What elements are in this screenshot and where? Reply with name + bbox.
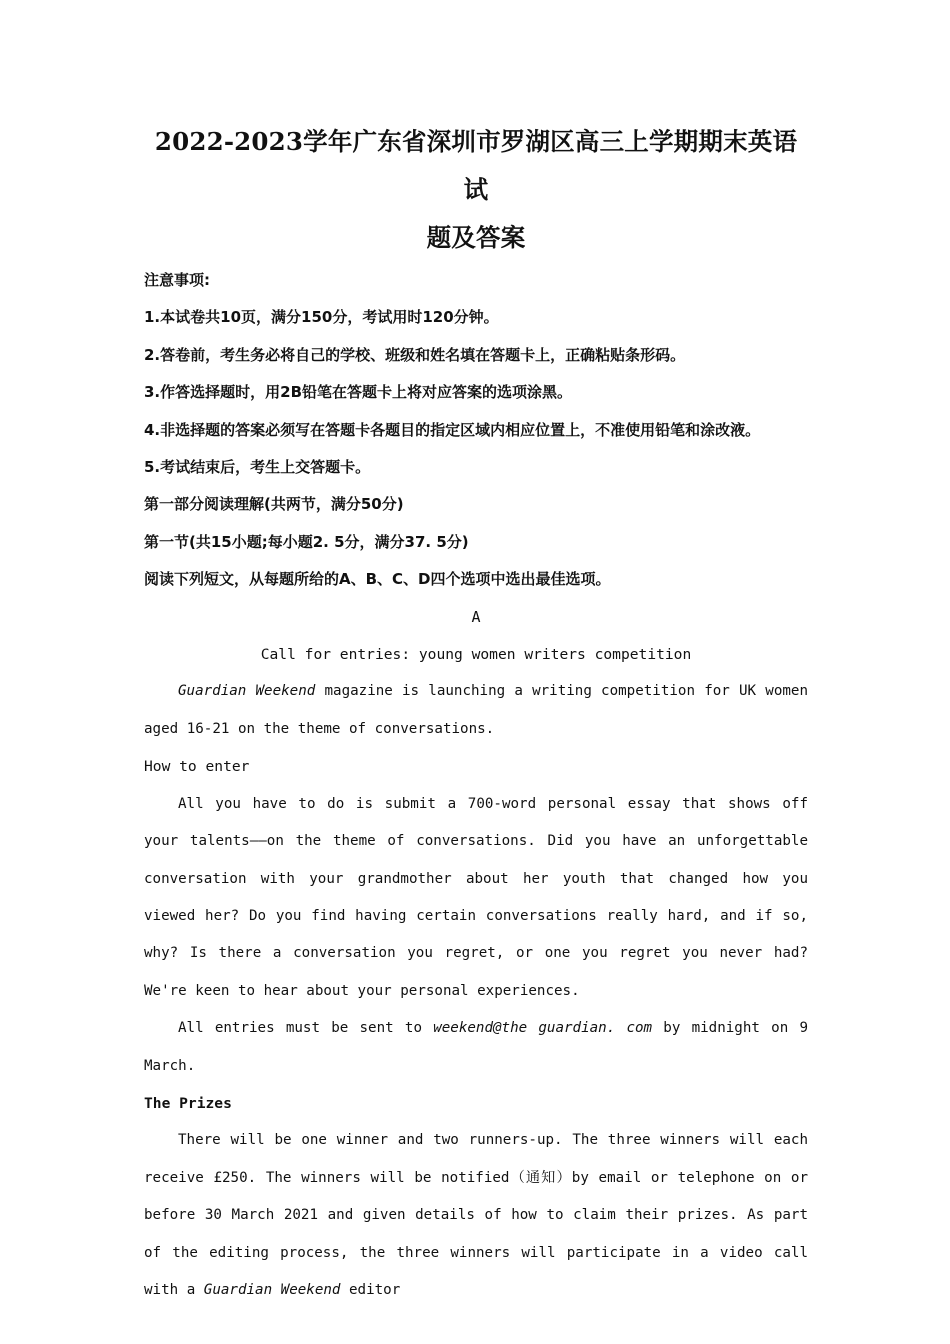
notice-item-4: 4.非选择题的答案必须写在答题卡各题目的指定区域内相应位置上，不准使用铅笔和涂改液。 [144, 420, 761, 439]
notice-item-2: 2.答卷前，考生务必将自己的学校、班级和姓名填在答题卡上，正确粘贴条形码。 [144, 345, 686, 364]
passage-letter: A [471, 607, 481, 626]
prizes-paragraph [144, 1122, 808, 1309]
notice-heading: 注意事项: [144, 271, 210, 289]
intro-paragraph [144, 673, 808, 748]
document-title-line-2: 题及答案 [426, 223, 526, 252]
entries-email: weekend@the guardian. com [433, 1020, 653, 1037]
document-page [144, 118, 808, 1309]
how-to-enter-paragraph: All you have to do is submit a 700-word personal essay that shows off your talents——on the theme of conversations. Did you have an unforgettable conversation with your grandmother about her youth that changed how you viewed her? Do you find having certain conversations really hard, and if so, why? Is there a conversation you regret, or one you regret you never had? We're keen to hear about your personal experiences. [144, 795, 808, 999]
reading-instruction: 阅读下列短文，从每题所给的A、B、C、D四个选项中选出最佳选项。 [144, 570, 611, 589]
entries-paragraph [144, 1010, 808, 1085]
magazine-name: Guardian Weekend [178, 683, 316, 700]
notice-item-3: 3.作答选择题时，用2B铅笔在答题卡上将对应答案的选项涂黑。 [144, 383, 573, 402]
notice-item-1: 1.本试卷共10页，满分150分，考试用时120分钟。 [144, 308, 499, 327]
document-title [144, 118, 808, 262]
prizes-heading: The Prizes [144, 1094, 232, 1112]
passage-title: Call for entries: young women writers competition [260, 646, 692, 664]
document-title-line-1: 2022-2023学年广东省深圳市罗湖区高三上学期期末英语试 [154, 127, 798, 204]
entries-suffix: by midnight on 9 March. [144, 1020, 808, 1074]
prizes-text-2: editor [340, 1281, 401, 1298]
entries-prefix: All entries must be sent to [178, 1020, 434, 1037]
intro-text: magazine is launching a writing competition for UK women aged 16-21 on the theme of conversations. [144, 683, 808, 737]
prizes-magazine-name: Guardian Weekend [203, 1281, 341, 1298]
part-one-heading: 第一部分阅读理解(共两节，满分50分) [144, 495, 404, 514]
section-one-heading: 第一节(共15小题;每小题2. 5分，满分37. 5分) [144, 532, 469, 551]
notice-item-5: 5.考试结束后，考生上交答题卡。 [144, 458, 371, 477]
prizes-text-1: There will be one winner and two runners-up. The three winners will each receive £250. The winners will be notified（通知）by email or telephone on or before 30 March 2021 and given details of how to claim their prizes. As part of the editing process, the three winners will participate in a video call with a [144, 1132, 808, 1298]
how-to-enter-heading: How to enter [144, 758, 250, 776]
